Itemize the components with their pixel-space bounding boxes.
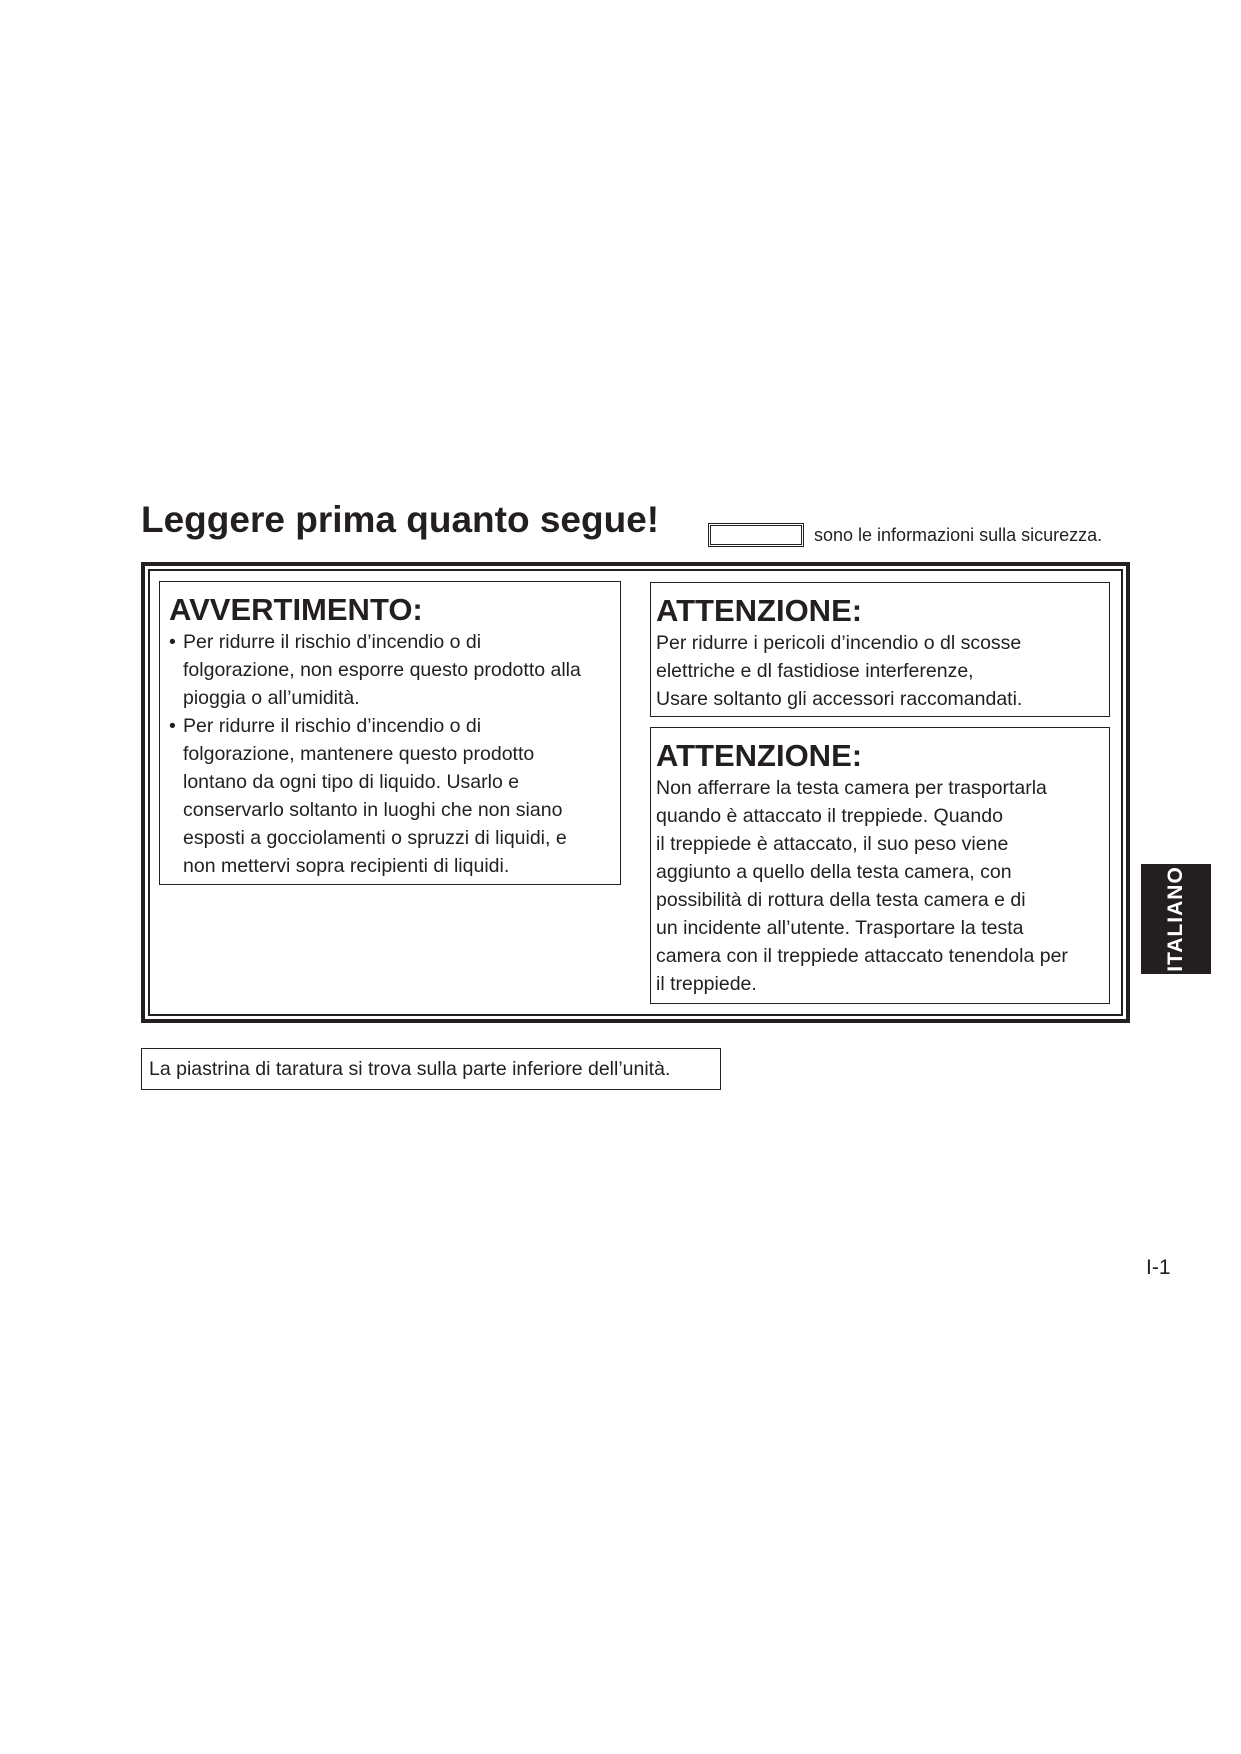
caution-heading: ATTENZIONE: bbox=[656, 593, 863, 628]
page-number: I-1 bbox=[1146, 1256, 1171, 1279]
rating-plate-note bbox=[141, 1048, 721, 1090]
legend-text: sono le informazioni sulla sicurezza. bbox=[814, 524, 1103, 545]
page-title: Leggere prima quanto segue! bbox=[141, 499, 660, 540]
caution-text: Per ridurre i pericoli d’incendio o dl scosse elettriche e dl fastidiose interferenze, Usare soltanto gli accessori raccomandati. bbox=[656, 632, 1023, 710]
safety-legend bbox=[708, 522, 1102, 548]
rating-plate-note-text: La piastrina di taratura si trova sulla parte inferiore dell’unità. bbox=[149, 1057, 671, 1080]
double-border-legend-box bbox=[708, 523, 804, 547]
warning-heading: AVVERTIMENTO: bbox=[169, 592, 423, 627]
caution-text: Non afferrare la testa camera per trasportarla quando è attaccato il treppiede. Quando il treppiede è attaccato, il suo peso viene aggiunto a quello della testa camera, con possibilità di rottura della testa camera e di un incidente all’utente. Trasportare la testa camera con il treppiede attaccato tenendola per il treppiede. bbox=[656, 777, 1068, 995]
warning-box bbox=[159, 581, 621, 885]
language-tab-label: ITALIANO bbox=[1164, 866, 1187, 972]
warning-list bbox=[169, 628, 612, 880]
caution-heading: ATTENZIONE: bbox=[656, 738, 863, 773]
warning-item: • Per ridurre il rischio d’incendio o di folgorazione, non esporre questo prodotto alla pioggia o all’umidità. bbox=[169, 628, 612, 712]
caution-box-tripod bbox=[650, 727, 1110, 1004]
warning-item: • Per ridurre il rischio d’incendio o di folgorazione, mantenere questo prodotto lontano da ogni tipo di liquido. Usarlo e conservarlo soltanto in luoghi che non siano esposti a gocciolamenti o spruzzi di liquidi, e non mettervi sopra recipienti di liquidi. bbox=[169, 712, 612, 880]
language-tab bbox=[1141, 864, 1211, 974]
caution-box-accessories bbox=[650, 582, 1110, 717]
